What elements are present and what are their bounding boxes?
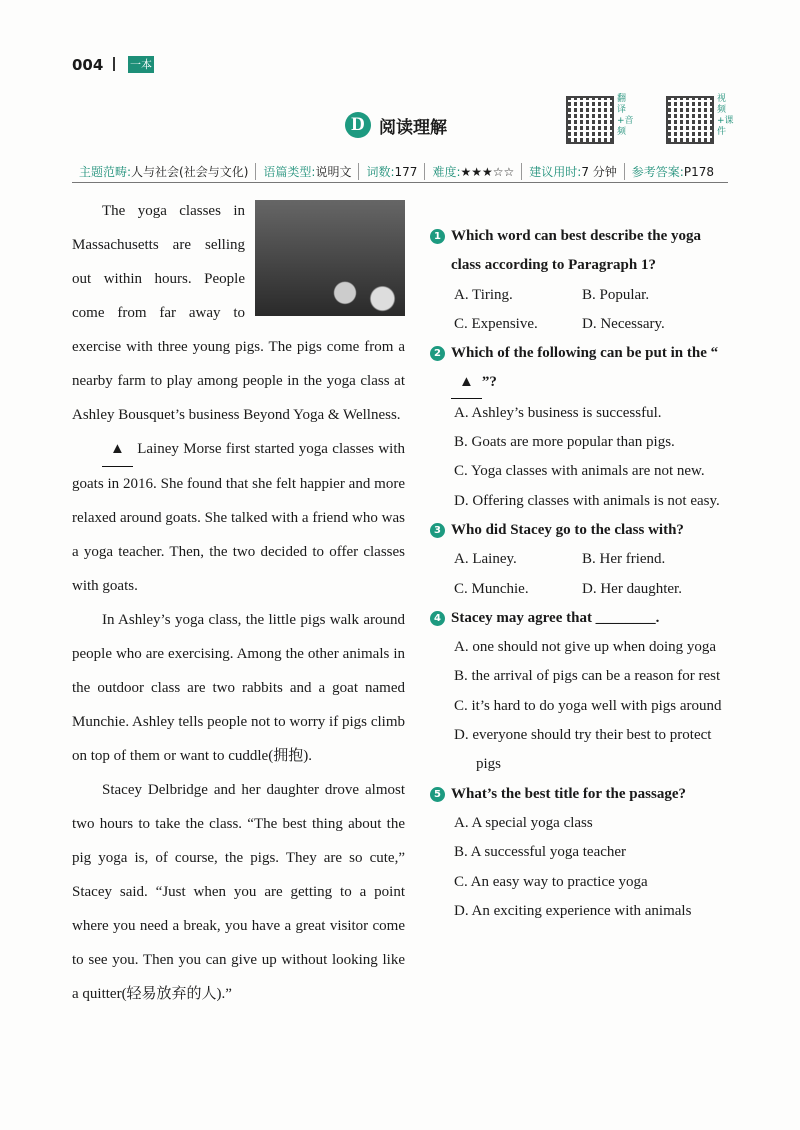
option[interactable]: C. Yoga classes with animals are not new. xyxy=(454,463,705,480)
qr-code-icon[interactable] xyxy=(566,96,614,144)
section-title xyxy=(345,112,447,138)
page-number: 004 xyxy=(72,56,104,74)
option[interactable]: A. A special yoga class xyxy=(454,814,593,831)
qr-code-icon[interactable] xyxy=(666,96,714,144)
questions xyxy=(430,222,730,926)
qr-label: 翻译+音频 xyxy=(617,94,634,137)
section-logo-icon: D xyxy=(345,112,371,138)
option[interactable]: A. Ashley’s business is successful. xyxy=(454,404,662,421)
info-key: 词数: xyxy=(366,164,395,179)
option[interactable]: B. Her friend. xyxy=(582,551,666,568)
question xyxy=(430,339,730,399)
option[interactable]: D. An exciting experience with animals xyxy=(454,902,692,919)
option[interactable]: C. Munchie. xyxy=(454,580,529,597)
paragraph xyxy=(72,432,405,603)
paragraph: The yoga classes in Massachusetts are selling out within hours. People come from far away to exercise with three young pigs. The pigs come from a nearby farm to play among people in the yoga class at Ashley Bousquet’s business Beyond Yoga & Wellness. xyxy=(72,203,405,423)
blank-marker: ▲ xyxy=(102,432,133,467)
book-tag: 一本 xyxy=(130,58,152,71)
question xyxy=(430,780,730,809)
passage xyxy=(72,194,405,1011)
info-value: ★★★☆☆ xyxy=(460,164,515,179)
option[interactable]: A. one should not give up when doing yoga xyxy=(454,639,717,656)
info-key: 语篇类型: xyxy=(263,164,316,179)
question-number: 5 xyxy=(430,787,445,802)
question-text: Who did Stacey go to the class with? xyxy=(451,521,684,538)
info-value: 177 xyxy=(394,164,418,179)
option[interactable]: C. An easy way to practice yoga xyxy=(454,873,648,890)
info-value: 人与社会(社会与文化) xyxy=(131,164,249,179)
question xyxy=(430,516,730,545)
option[interactable]: C. Expensive. xyxy=(454,315,538,332)
option[interactable]: B. Goats are more popular than pigs. xyxy=(454,434,675,451)
qr-label: 视频+课件 xyxy=(717,94,734,137)
paragraph: Stacey Delbridge and her daughter drove almost two hours to take the class. “The best thing about the pig yoga is, of course, the pigs. They are so cute,” Stacey said. “Just when you are getting to a point where you need a break, you have a great visitor come to see you. Then you can give up without looking like a quitter(轻易放弃的人).” xyxy=(72,782,405,1002)
question-text: Which word can best describe the yoga class according to Paragraph 1? xyxy=(451,228,701,274)
info-value: 说明文 xyxy=(315,164,352,179)
question-text: What’s the best title for the passage? xyxy=(451,785,686,802)
option[interactable]: D. everyone should try their best to protect pigs xyxy=(454,727,712,773)
question-text xyxy=(451,339,730,399)
option[interactable]: B. Popular. xyxy=(582,286,650,303)
option[interactable]: D. Necessary. xyxy=(582,315,665,332)
option[interactable]: D. Her daughter. xyxy=(582,580,682,597)
yoga-pigs-photo xyxy=(255,200,405,316)
question-text-part: ”? xyxy=(481,374,497,391)
blank-marker: ▲ xyxy=(451,368,482,398)
question-number: 3 xyxy=(430,523,445,538)
option[interactable]: A. Tiring. xyxy=(454,286,513,303)
question-number: 2 xyxy=(430,346,445,361)
info-value: 7 分钟 xyxy=(581,164,617,179)
info-key: 主题范畴: xyxy=(79,164,132,179)
info-key: 参考答案: xyxy=(631,164,684,179)
info-bar xyxy=(72,160,728,183)
option[interactable]: A. Lainey. xyxy=(454,551,517,568)
paragraph: In Ashley’s yoga class, the little pigs walk around people who are exercising. Among the other animals in the outdoor class are two rabbits and a goat named Munchie. Ashley tells people not to worry if pigs climb on top of them or want to cuddle(拥抱). xyxy=(72,612,405,764)
question xyxy=(430,604,730,633)
question xyxy=(430,222,730,281)
info-value: P178 xyxy=(683,164,714,179)
question-text-part: Which of the following can be put in the “ xyxy=(451,345,719,362)
question-number: 4 xyxy=(430,611,445,626)
question-text: Stacey may agree that ________. xyxy=(451,609,660,626)
section-title-text: 阅读理解 xyxy=(379,117,447,138)
info-key: 建议用时: xyxy=(529,164,582,179)
question-number: 1 xyxy=(430,229,445,244)
divider xyxy=(113,57,115,71)
paragraph-text: Lainey Morse first started yoga classes with goats in 2016. She found that she felt happier and more relaxed around goats. She talked with a friend who was a yoga teacher. Then, the two decided to offer classes with goats. xyxy=(72,441,405,594)
option[interactable]: D. Offering classes with animals is not easy. xyxy=(454,492,720,509)
option[interactable]: B. A successful yoga teacher xyxy=(454,844,627,861)
option[interactable]: B. the arrival of pigs can be a reason for rest xyxy=(454,668,721,685)
info-key: 难度: xyxy=(432,164,461,179)
option[interactable]: C. it’s hard to do yoga well with pigs around xyxy=(454,697,722,714)
